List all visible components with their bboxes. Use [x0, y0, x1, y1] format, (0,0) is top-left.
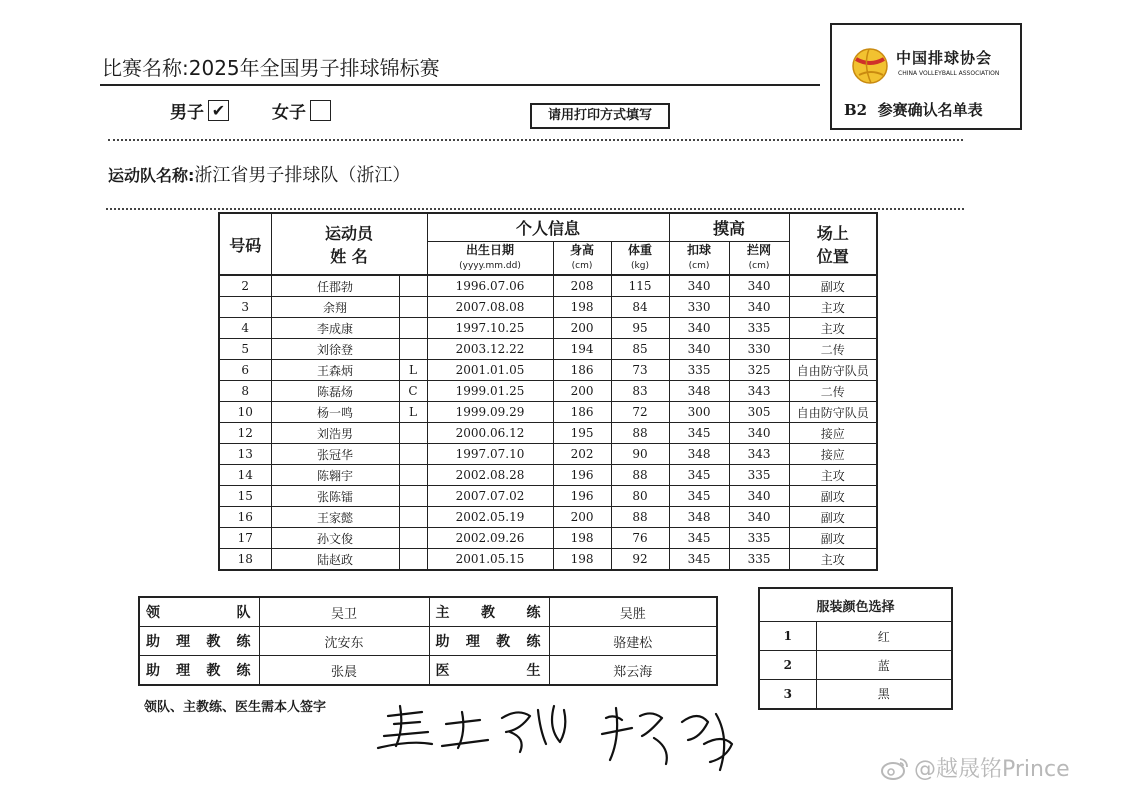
association-name-en: CHINA VOLLEYBALL ASSOCIATION [898, 70, 1000, 77]
table-row [219, 381, 877, 402]
staff-name: 张晨 [259, 656, 429, 686]
player-birth-date: 2000.06.12 [427, 423, 553, 444]
player-weight: 115 [611, 275, 669, 297]
uniform-color-number: 2 [759, 651, 816, 680]
player-spike-reach: 340 [669, 318, 729, 339]
player-block-reach: 330 [729, 339, 789, 360]
player-name: 王家懿 [271, 507, 399, 528]
staff-row [139, 627, 717, 656]
female-label: 女子 [272, 103, 306, 123]
player-flag [399, 318, 427, 339]
header-block [729, 241, 789, 275]
header-height-label: 身高 [570, 242, 595, 257]
signature-note: 领队、主教练、医生需本人签字 [144, 700, 327, 715]
player-weight: 80 [611, 486, 669, 507]
staff-role: 助理教练 [139, 627, 259, 656]
player-flag [399, 486, 427, 507]
player-weight: 92 [611, 549, 669, 571]
player-block-reach: 340 [729, 423, 789, 444]
male-label: 男子 [170, 103, 204, 123]
player-number: 18 [219, 549, 271, 571]
team-value: 浙江省男子排球队（浙江） [194, 165, 411, 186]
player-height: 186 [553, 360, 611, 381]
player-weight: 90 [611, 444, 669, 465]
player-block-reach: 340 [729, 275, 789, 297]
player-height: 200 [553, 381, 611, 402]
staff-row [139, 656, 717, 686]
player-spike-reach: 345 [669, 423, 729, 444]
player-spike-reach: 340 [669, 275, 729, 297]
table-row [219, 402, 877, 423]
player-birth-date: 2002.08.28 [427, 465, 553, 486]
header-position-line1: 场上 [816, 224, 849, 243]
player-position: 二传 [789, 339, 877, 360]
uniform-color-title: 服装颜色选择 [759, 588, 952, 622]
player-birth-date: 1999.09.29 [427, 402, 553, 423]
staff-role: 助理教练 [429, 627, 549, 656]
player-weight: 76 [611, 528, 669, 549]
player-flag [399, 549, 427, 571]
competition-value: 2025年全国男子排球锦标赛 [188, 56, 440, 80]
uniform-color-table [758, 587, 953, 710]
player-height: 194 [553, 339, 611, 360]
player-name: 陈磊炀 [271, 381, 399, 402]
uniform-color-row [759, 680, 952, 709]
uniform-color-value: 红 [816, 622, 952, 651]
player-name: 陈翱宇 [271, 465, 399, 486]
staff-name: 吴卫 [259, 597, 429, 627]
player-birth-date: 2001.05.15 [427, 549, 553, 571]
team-label: 运动队名称: [108, 166, 195, 185]
player-birth-date: 2007.07.02 [427, 486, 553, 507]
player-name: 王森炳 [271, 360, 399, 381]
player-weight: 88 [611, 423, 669, 444]
player-position: 接应 [789, 423, 877, 444]
male-option[interactable] [170, 98, 229, 123]
uniform-color-row [759, 622, 952, 651]
female-option[interactable] [272, 98, 331, 123]
player-position: 接应 [789, 444, 877, 465]
staff-role: 主教练 [429, 597, 549, 627]
table-row [219, 507, 877, 528]
player-birth-date: 1997.07.10 [427, 444, 553, 465]
player-spike-reach: 348 [669, 444, 729, 465]
player-number: 4 [219, 318, 271, 339]
player-position: 主攻 [789, 318, 877, 339]
player-spike-reach: 345 [669, 528, 729, 549]
player-number: 14 [219, 465, 271, 486]
player-number: 13 [219, 444, 271, 465]
player-flag: L [399, 402, 427, 423]
player-number: 6 [219, 360, 271, 381]
player-height: 195 [553, 423, 611, 444]
header-birth-date [427, 241, 553, 275]
player-position: 二传 [789, 381, 877, 402]
player-spike-reach: 348 [669, 507, 729, 528]
player-weight: 84 [611, 297, 669, 318]
header-weight-unit: (kg) [631, 260, 649, 271]
player-number: 15 [219, 486, 271, 507]
association-name-cn: 中国排球协会 [896, 49, 993, 67]
header-reach: 摸高 [669, 213, 789, 241]
player-flag [399, 444, 427, 465]
player-birth-date: 2002.09.26 [427, 528, 553, 549]
player-spike-reach: 340 [669, 339, 729, 360]
table-row [219, 275, 877, 297]
player-number: 5 [219, 339, 271, 360]
player-position: 副攻 [789, 275, 877, 297]
player-block-reach: 343 [729, 381, 789, 402]
staff-role: 助理教练 [139, 656, 259, 686]
table-row [219, 339, 877, 360]
player-spike-reach: 330 [669, 297, 729, 318]
header-athlete-line1: 运动员 [325, 224, 374, 243]
player-birth-date: 2007.08.08 [427, 297, 553, 318]
uniform-color-number: 1 [759, 622, 816, 651]
uniform-color-value: 黑 [816, 680, 952, 709]
player-flag [399, 297, 427, 318]
header-number: 号码 [219, 213, 271, 275]
player-name: 张陈镭 [271, 486, 399, 507]
player-spike-reach: 345 [669, 486, 729, 507]
player-position: 主攻 [789, 465, 877, 486]
player-block-reach: 340 [729, 486, 789, 507]
dotted-divider [108, 139, 963, 141]
player-flag: L [399, 360, 427, 381]
player-height: 198 [553, 528, 611, 549]
table-row [219, 297, 877, 318]
uniform-color-number: 3 [759, 680, 816, 709]
handwritten-signatures [370, 698, 760, 778]
player-position: 自由防守队员 [789, 360, 877, 381]
player-block-reach: 340 [729, 507, 789, 528]
table-row [219, 318, 877, 339]
player-name: 余翔 [271, 297, 399, 318]
table-row [219, 360, 877, 381]
uniform-color-row [759, 651, 952, 680]
player-number: 10 [219, 402, 271, 423]
header-position [789, 213, 877, 275]
player-birth-date: 2001.01.05 [427, 360, 553, 381]
player-flag [399, 275, 427, 297]
player-name: 刘浩男 [271, 423, 399, 444]
player-spike-reach: 345 [669, 549, 729, 571]
table-row [219, 528, 877, 549]
player-spike-reach: 300 [669, 402, 729, 423]
competition-label: 比赛名称: [102, 56, 189, 80]
player-name: 张冠华 [271, 444, 399, 465]
player-weight: 85 [611, 339, 669, 360]
player-block-reach: 335 [729, 318, 789, 339]
player-flag [399, 465, 427, 486]
player-block-reach: 335 [729, 465, 789, 486]
player-weight: 95 [611, 318, 669, 339]
player-weight: 72 [611, 402, 669, 423]
uniform-color-value: 蓝 [816, 651, 952, 680]
player-name: 孙文俊 [271, 528, 399, 549]
header-block-label: 拦网 [747, 242, 772, 257]
player-position: 主攻 [789, 549, 877, 571]
player-height: 200 [553, 507, 611, 528]
player-position: 副攻 [789, 528, 877, 549]
association-logo-box [830, 23, 1022, 130]
player-weight: 73 [611, 360, 669, 381]
header-birth-label: 出生日期 [466, 242, 515, 257]
form-title [844, 99, 983, 120]
player-height: 196 [553, 465, 611, 486]
player-weight: 88 [611, 465, 669, 486]
staff-role: 领队 [139, 597, 259, 627]
player-number: 16 [219, 507, 271, 528]
player-birth-date: 2002.05.19 [427, 507, 553, 528]
header-block-unit: (cm) [748, 260, 770, 271]
table-row [219, 549, 877, 571]
player-name: 任郡勃 [271, 275, 399, 297]
player-height: 200 [553, 318, 611, 339]
form-code: B2 [844, 101, 868, 119]
staff-name: 吴胜 [549, 597, 717, 627]
staff-role: 医生 [429, 656, 549, 686]
player-name: 刘徐登 [271, 339, 399, 360]
table-row [219, 486, 877, 507]
player-number: 17 [219, 528, 271, 549]
player-height: 198 [553, 549, 611, 571]
player-birth-date: 1996.07.06 [427, 275, 553, 297]
player-number: 2 [219, 275, 271, 297]
player-height: 202 [553, 444, 611, 465]
player-flag [399, 507, 427, 528]
player-weight: 88 [611, 507, 669, 528]
player-height: 198 [553, 297, 611, 318]
player-flag [399, 528, 427, 549]
player-flag [399, 423, 427, 444]
roster-body [219, 275, 877, 570]
header-weight-label: 体重 [628, 242, 653, 257]
player-name: 陆赵政 [271, 549, 399, 571]
male-checkbox[interactable]: ✔ [208, 100, 229, 121]
staff-row [139, 597, 717, 627]
header-position-line2: 位置 [816, 247, 849, 266]
player-height: 196 [553, 486, 611, 507]
player-number: 8 [219, 381, 271, 402]
header-spike-unit: (cm) [688, 260, 710, 271]
player-spike-reach: 345 [669, 465, 729, 486]
form-title-text: 参赛确认名单表 [877, 101, 983, 119]
player-birth-date: 1999.01.25 [427, 381, 553, 402]
player-number: 3 [219, 297, 271, 318]
watermark-text: @越晟铭Prince [914, 757, 1070, 782]
team-name [108, 161, 410, 187]
weibo-icon [880, 755, 910, 781]
table-row [219, 465, 877, 486]
header-spike-label: 扣球 [687, 242, 712, 257]
player-position: 副攻 [789, 507, 877, 528]
player-name: 杨一鸣 [271, 402, 399, 423]
staff-body [139, 597, 717, 685]
player-block-reach: 343 [729, 444, 789, 465]
competition-name [102, 52, 440, 81]
header-height [553, 241, 611, 275]
player-spike-reach: 335 [669, 360, 729, 381]
player-position: 主攻 [789, 297, 877, 318]
header-athlete-line2: 姓 名 [330, 247, 368, 266]
header-weight [611, 241, 669, 275]
player-spike-reach: 348 [669, 381, 729, 402]
table-row [219, 423, 877, 444]
female-checkbox[interactable] [310, 100, 331, 121]
player-birth-date: 1997.10.25 [427, 318, 553, 339]
roster-table [218, 212, 878, 571]
divider [100, 84, 820, 86]
player-birth-date: 2003.12.22 [427, 339, 553, 360]
watermark [880, 752, 1070, 783]
uniform-color-body [759, 588, 952, 709]
player-name: 李成康 [271, 318, 399, 339]
header-spike [669, 241, 729, 275]
staff-name: 郑云海 [549, 656, 717, 686]
staff-table [138, 596, 718, 686]
header-birth-format: (yyyy.mm.dd) [459, 260, 521, 271]
header-athlete [271, 213, 427, 275]
player-number: 12 [219, 423, 271, 444]
player-position: 副攻 [789, 486, 877, 507]
player-height: 208 [553, 275, 611, 297]
header-height-unit: (cm) [571, 260, 593, 271]
volleyball-logo-icon [849, 45, 891, 87]
player-block-reach: 325 [729, 360, 789, 381]
staff-name: 沈安东 [259, 627, 429, 656]
player-block-reach: 340 [729, 297, 789, 318]
player-block-reach: 305 [729, 402, 789, 423]
player-flag: C [399, 381, 427, 402]
table-row [219, 444, 877, 465]
player-block-reach: 335 [729, 528, 789, 549]
print-note: 请用打印方式填写 [530, 103, 670, 129]
dotted-divider [106, 208, 964, 210]
staff-name: 骆建松 [549, 627, 717, 656]
player-weight: 83 [611, 381, 669, 402]
player-flag [399, 339, 427, 360]
player-position: 自由防守队员 [789, 402, 877, 423]
player-height: 186 [553, 402, 611, 423]
header-personal-info: 个人信息 [427, 213, 669, 241]
player-block-reach: 335 [729, 549, 789, 571]
